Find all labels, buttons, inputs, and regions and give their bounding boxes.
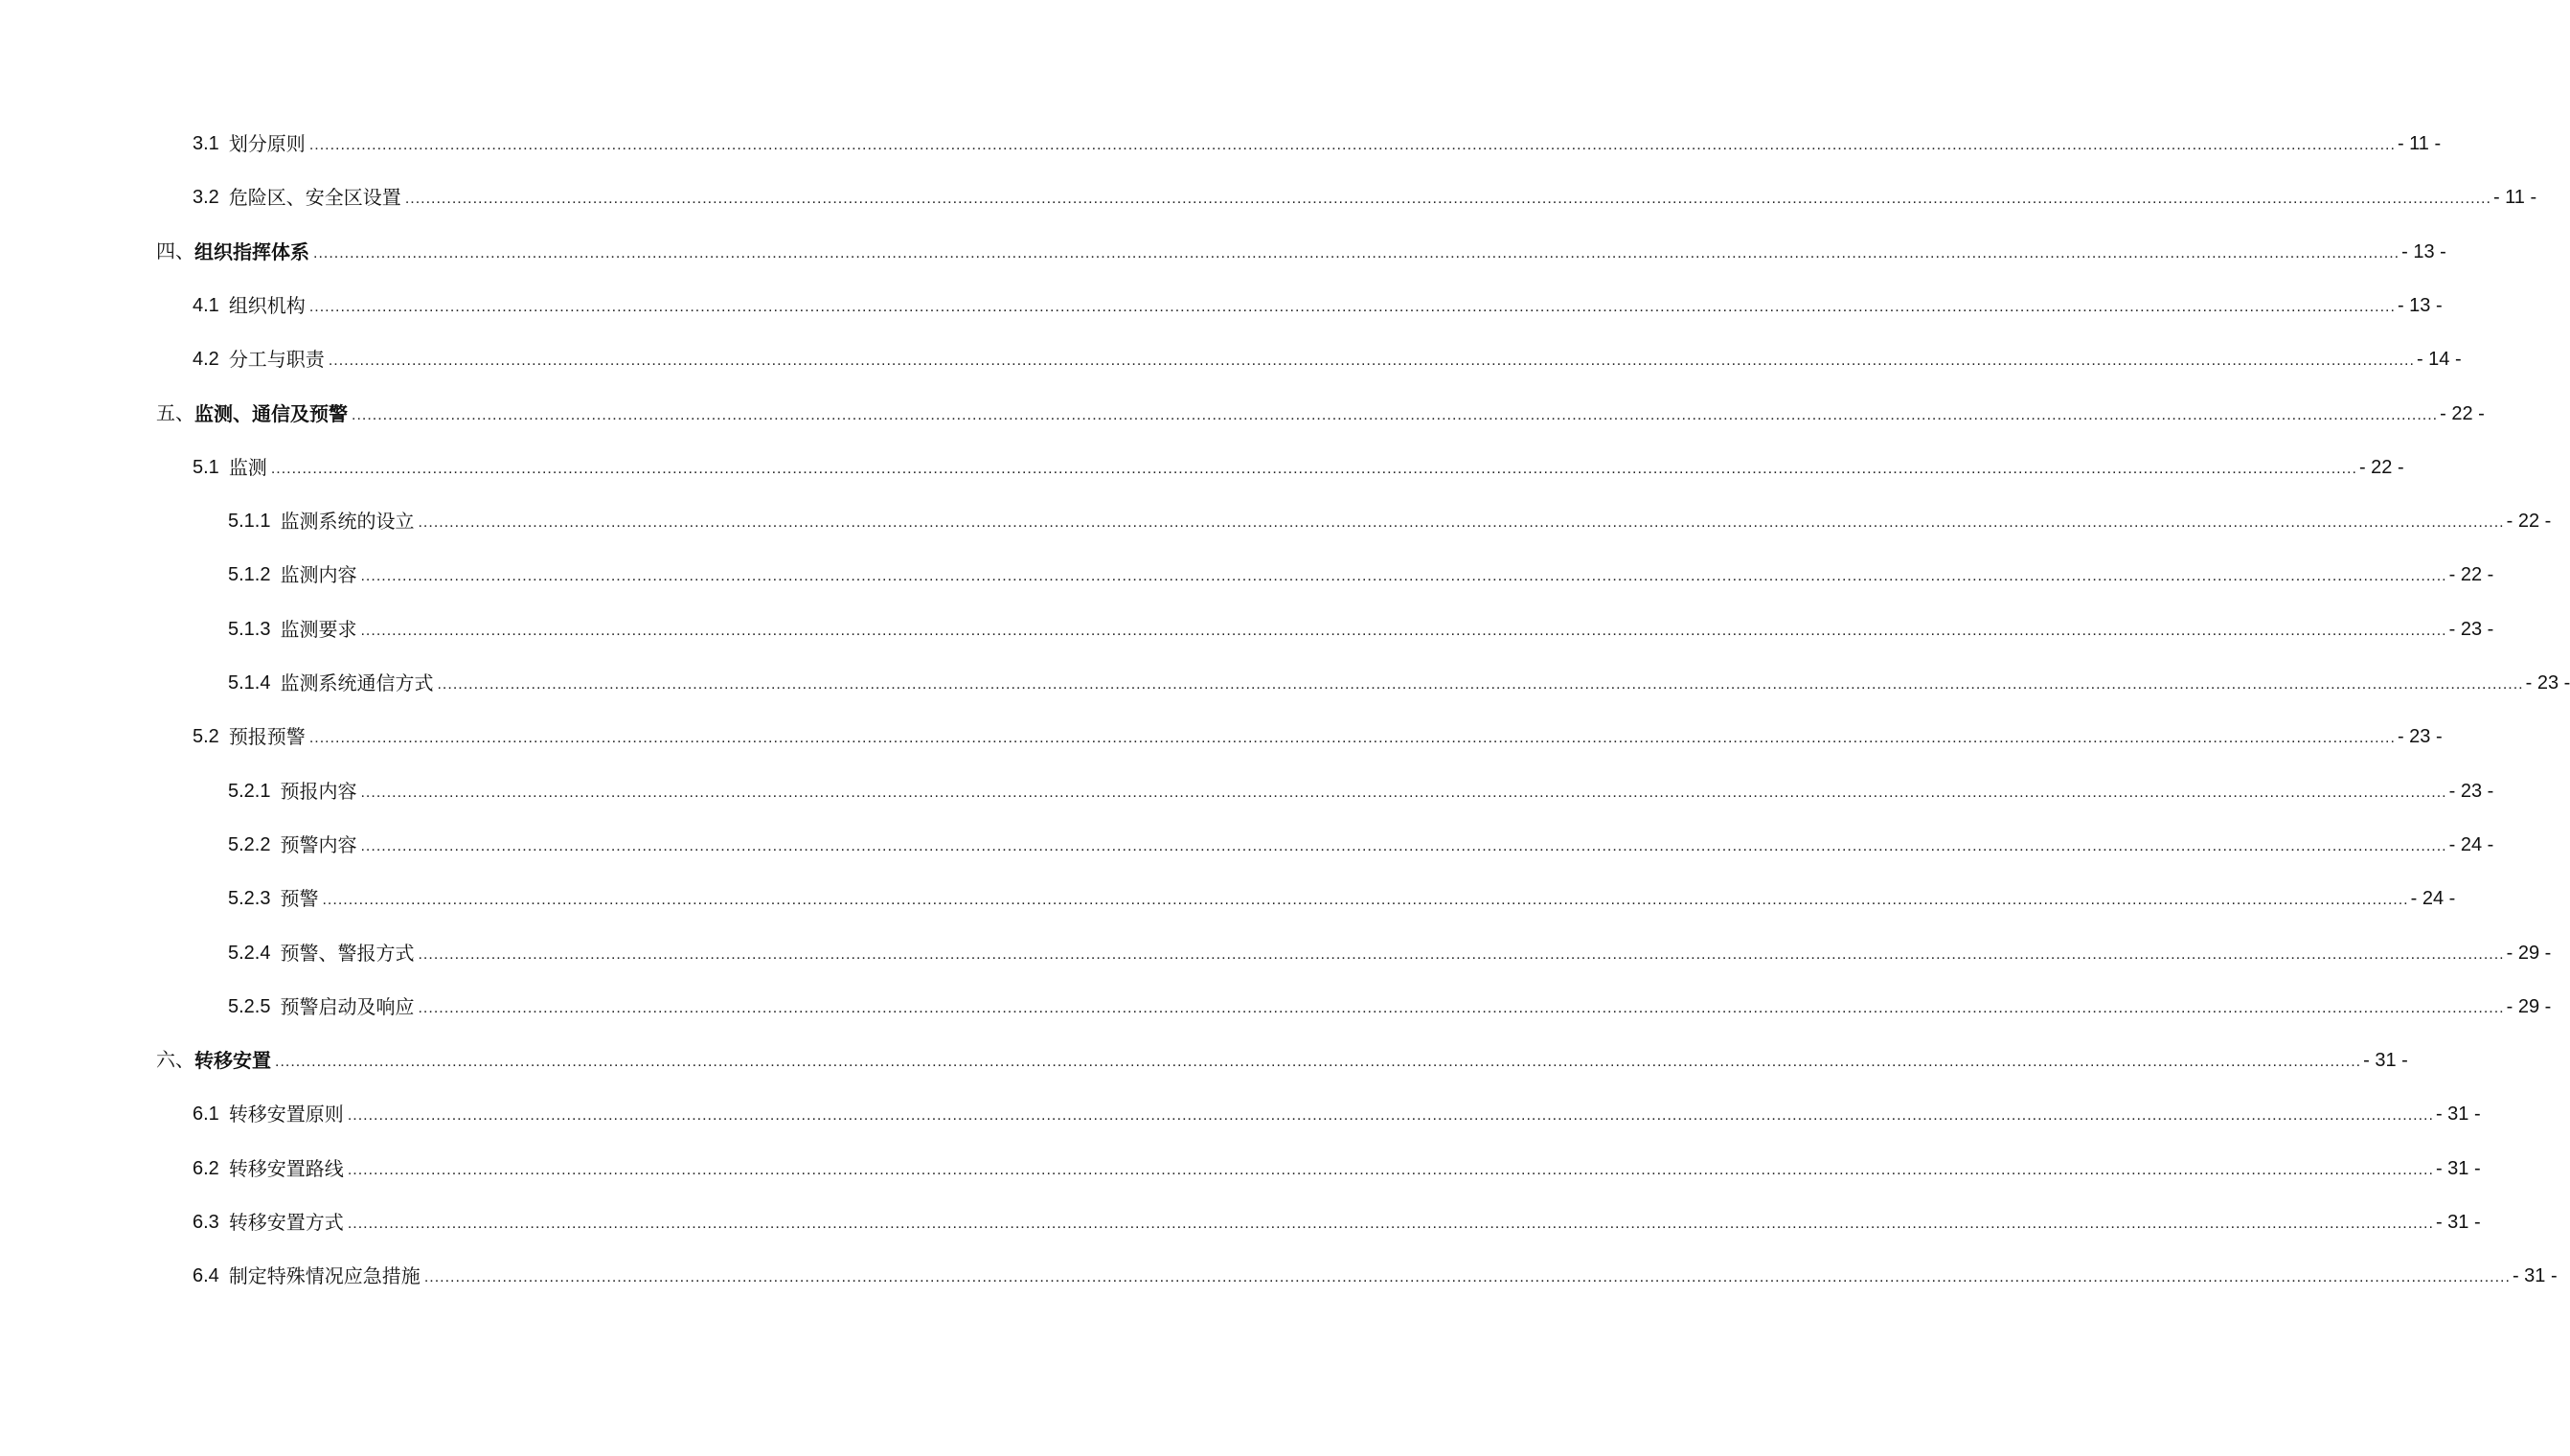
- toc-entry[interactable]: [0, 772, 2494, 803]
- toc-dot-leader: ................................................................................................................................................................................................................................................................................................................................................................................................................: [418, 999, 2505, 1016]
- toc-entry-number: 6.4: [193, 1265, 219, 1287]
- toc-entry-number: 5.1.2: [228, 564, 271, 586]
- toc-entry-page-number: - 22 -: [2440, 402, 2485, 424]
- toc-entry-title: 监测系统的设立: [280, 510, 415, 534]
- toc-entry[interactable]: [0, 502, 2552, 534]
- toc-entry[interactable]: [0, 286, 2443, 317]
- toc-entry[interactable]: [0, 1095, 2481, 1126]
- toc-dot-leader: ................................................................................................................................................................................................................................................................................................................................................................................................................: [275, 1054, 2362, 1071]
- toc-entry-page-number: - 11 -: [2492, 187, 2537, 209]
- toc-entry[interactable]: [0, 717, 2443, 749]
- toc-entry-page-number: - 23 -: [2448, 780, 2494, 802]
- toc-entry[interactable]: [0, 934, 2552, 965]
- toc-entry[interactable]: [0, 988, 2552, 1018]
- toc-dot-leader: ................................................................................................................................................................................................................................................................................................................................................................................................................: [437, 676, 2524, 693]
- toc-entry[interactable]: [0, 178, 2537, 210]
- toc-entry-title: 划分原则: [228, 132, 306, 155]
- toc-entry[interactable]: [0, 1149, 2481, 1180]
- toc-entry-title: 监测系统通信方式: [280, 671, 434, 694]
- toc-dot-leader: ................................................................................................................................................................................................................................................................................................................................................................................................................: [270, 460, 2357, 477]
- toc-entry-title: 预警启动及响应: [280, 994, 415, 1018]
- toc-entry-page-number: - 13 -: [2401, 240, 2446, 262]
- toc-dot-leader: ................................................................................................................................................................................................................................................................................................................................................................................................................: [360, 622, 2447, 639]
- toc-entry[interactable]: [0, 1203, 2481, 1234]
- toc-dot-leader: ................................................................................................................................................................................................................................................................................................................................................................................................................: [352, 406, 2439, 423]
- toc-entry-title: 组织指挥体系: [194, 239, 309, 263]
- toc-entry-page-number: - 23 -: [2397, 726, 2443, 748]
- toc-dot-leader: ................................................................................................................................................................................................................................................................................................................................................................................................................: [418, 945, 2505, 963]
- toc-entry[interactable]: [0, 1041, 2408, 1073]
- toc-entry-title: 危险区、安全区设置: [228, 186, 401, 210]
- toc-entry-number: 5.2.4: [228, 942, 271, 964]
- toc-entry-title: 转移安置方式: [228, 1211, 344, 1234]
- toc-entry-title: 监测要求: [280, 617, 357, 641]
- toc-dot-leader: ................................................................................................................................................................................................................................................................................................................................................................................................................: [308, 137, 2396, 153]
- toc-entry-page-number: - 22 -: [2506, 511, 2552, 533]
- toc-dot-leader: ................................................................................................................................................................................................................................................................................................................................................................................................................: [347, 1107, 2434, 1125]
- toc-entry[interactable]: [0, 233, 2446, 263]
- toc-entry-title: 转移安置路线: [228, 1156, 344, 1180]
- toc-entry-page-number: - 31 -: [2435, 1157, 2481, 1179]
- toc-dot-leader: ................................................................................................................................................................................................................................................................................................................................................................................................................: [360, 568, 2447, 585]
- toc-entry-number: 六、: [156, 1050, 194, 1072]
- toc-entry-title: 转移安置原则: [228, 1103, 344, 1126]
- toc-entry[interactable]: [0, 395, 2485, 425]
- toc-entry-page-number: - 22 -: [2448, 564, 2494, 586]
- toc-entry-number: 5.2: [193, 726, 219, 748]
- toc-entry-title: 预报预警: [228, 725, 306, 749]
- toc-entry[interactable]: [0, 340, 2462, 372]
- toc-entry-number: 4.1: [193, 294, 219, 316]
- toc-entry[interactable]: [0, 556, 2494, 587]
- toc-entry[interactable]: [0, 1257, 2558, 1288]
- toc-entry-number: 5.2.5: [228, 995, 271, 1017]
- toc-entry-page-number: - 31 -: [2512, 1265, 2558, 1287]
- toc-entry-page-number: - 11 -: [2397, 133, 2442, 154]
- toc-dot-leader: ................................................................................................................................................................................................................................................................................................................................................................................................................: [322, 892, 2409, 909]
- toc-entry-title: 制定特殊情况应急措施: [228, 1264, 421, 1288]
- toc-entry-page-number: - 31 -: [2435, 1212, 2481, 1233]
- toc-entry-page-number: - 29 -: [2506, 995, 2552, 1017]
- toc-entry-number: 5.2.3: [228, 888, 271, 910]
- toc-entry-page-number: - 13 -: [2397, 294, 2443, 316]
- toc-entry-number: 5.1.1: [228, 511, 271, 533]
- toc-entry-page-number: - 23 -: [2448, 618, 2494, 640]
- toc-entry-page-number: - 14 -: [2416, 349, 2462, 371]
- toc-entry-number: 5.2.2: [228, 833, 271, 855]
- toc-entry-number: 6.2: [193, 1157, 219, 1179]
- toc-dot-leader: ................................................................................................................................................................................................................................................................................................................................................................................................................: [423, 1269, 2511, 1286]
- toc-entry-page-number: - 24 -: [2448, 833, 2494, 855]
- toc-dot-leader: ................................................................................................................................................................................................................................................................................................................................................................................................................: [308, 730, 2396, 747]
- toc-entry-number: 5.2.1: [228, 780, 271, 802]
- toc-entry-title: 预警内容: [280, 832, 357, 856]
- toc-entry-number: 5.1.4: [228, 672, 271, 694]
- toc-entry-title: 预警: [280, 887, 319, 911]
- toc-entry-number: 5.1: [193, 456, 219, 478]
- toc-entry-page-number: - 31 -: [2363, 1050, 2408, 1072]
- toc-dot-leader: ................................................................................................................................................................................................................................................................................................................................................................................................................: [360, 837, 2447, 854]
- toc-dot-leader: ................................................................................................................................................................................................................................................................................................................................................................................................................: [404, 191, 2491, 208]
- toc-dot-leader: ................................................................................................................................................................................................................................................................................................................................................................................................................: [360, 784, 2447, 801]
- toc-entry[interactable]: [0, 879, 2456, 911]
- toc-dot-leader: ................................................................................................................................................................................................................................................................................................................................................................................................................: [347, 1161, 2434, 1178]
- toc-entry-title: 预报内容: [280, 779, 357, 803]
- toc-entry-number: 4.2: [193, 349, 219, 371]
- toc-entry-number: 6.1: [193, 1103, 219, 1126]
- toc-entry-page-number: - 31 -: [2435, 1103, 2481, 1126]
- toc-entry[interactable]: [0, 125, 2442, 155]
- toc-entry[interactable]: [0, 664, 2570, 694]
- toc-entry-title: 组织机构: [228, 293, 306, 317]
- toc-entry-title: 监测: [228, 455, 267, 479]
- toc-entry-number: 3.1: [193, 133, 219, 154]
- toc-dot-leader: ................................................................................................................................................................................................................................................................................................................................................................................................................: [308, 298, 2396, 315]
- toc-entry-title: 监测、通信及预警: [194, 401, 348, 425]
- toc-dot-leader: ................................................................................................................................................................................................................................................................................................................................................................................................................: [418, 514, 2505, 532]
- toc-entry[interactable]: [0, 610, 2494, 641]
- toc-entry-page-number: - 24 -: [2410, 888, 2456, 910]
- toc-entry-title: 转移安置: [194, 1049, 271, 1073]
- toc-entry[interactable]: [0, 448, 2404, 479]
- toc-entry-number: 6.3: [193, 1212, 219, 1233]
- toc-dot-leader: ................................................................................................................................................................................................................................................................................................................................................................................................................: [347, 1216, 2434, 1232]
- toc-entry-number: 四、: [156, 240, 194, 262]
- toc-entry-page-number: - 22 -: [2358, 456, 2404, 478]
- toc-entry-number: 3.2: [193, 187, 219, 209]
- toc-entry-page-number: - 29 -: [2506, 942, 2552, 964]
- toc-entry-title: 预警、警报方式: [280, 941, 415, 965]
- toc-entry-page-number: - 23 -: [2525, 672, 2570, 694]
- toc-entry-number: 5.1.3: [228, 618, 271, 640]
- toc-dot-leader: ................................................................................................................................................................................................................................................................................................................................................................................................................: [328, 353, 2415, 370]
- toc-dot-leader: ................................................................................................................................................................................................................................................................................................................................................................................................................: [313, 244, 2400, 262]
- toc-entry-title: 分工与职责: [228, 348, 325, 372]
- toc-entry[interactable]: [0, 826, 2494, 856]
- toc-entry-title: 监测内容: [280, 563, 357, 587]
- toc-entry-number: 五、: [156, 402, 194, 424]
